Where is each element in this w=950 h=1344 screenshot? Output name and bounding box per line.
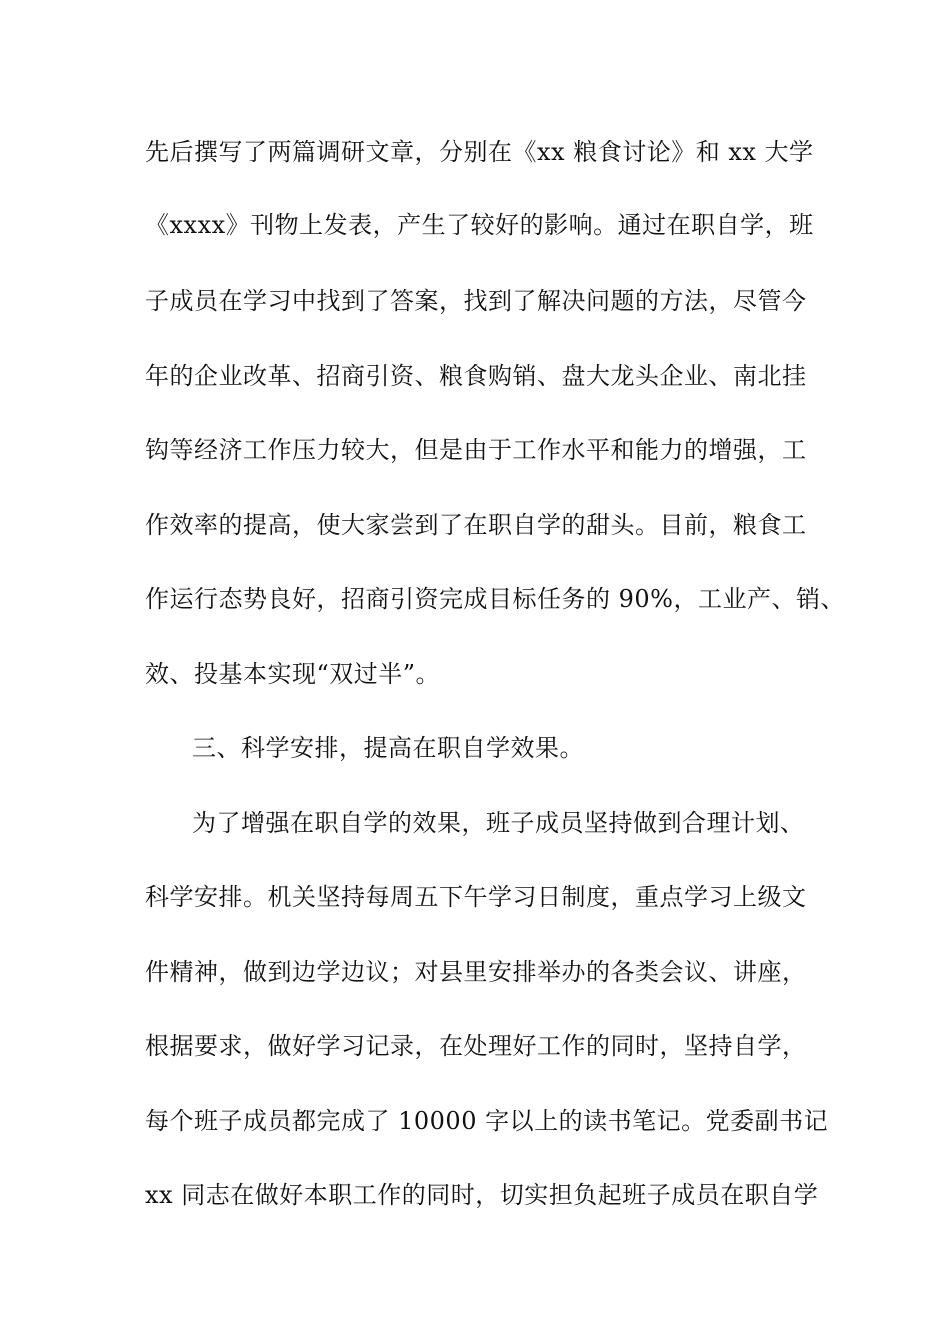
- paragraph-first-line: 为了增强在职自学的效果，班子成员坚持做到合理计划、: [192, 809, 805, 837]
- text-line: 先后撰写了两篇调研文章，分别在《xx 粮食讨论》和 xx 大学: [145, 138, 814, 166]
- text-line: 件精神，做到边学边议；对县里安排举办的各类会议、讲座，: [145, 958, 807, 986]
- text-line: 《xxxx》刊物上发表，产生了较好的影响。通过在职自学，班: [145, 211, 814, 239]
- section-heading: 三、科学安排，提高在职自学效果。: [192, 734, 584, 762]
- text-line: xx 同志在做好本职工作的同时，切实担负起班子成员在职自学: [145, 1181, 819, 1209]
- text-line: 作运行态势良好，招商引资完成目标任务的 90%，工业产、销、: [145, 585, 845, 613]
- text-line: 钩等经济工作压力较大，但是由于工作水平和能力的增强，工: [145, 436, 807, 464]
- text-line: 科学安排。机关坚持每周五下午学习日制度，重点学习上级文: [145, 883, 807, 911]
- text-line: 根据要求，做好学习记录，在处理好工作的同时，坚持自学，: [145, 1032, 807, 1060]
- text-line: 年的企业改革、招商引资、粮食购销、盘大龙头企业、南北挂: [145, 362, 807, 390]
- text-line: 效、投基本实现“双过半”。: [145, 660, 441, 688]
- text-line: 作效率的提高，使大家尝到了在职自学的甜头。目前，粮食工: [145, 511, 807, 539]
- text-line: 子成员在学习中找到了答案，找到了解决问题的方法，尽管今: [145, 287, 807, 315]
- text-line: 每个班子成员都完成了 10000 字以上的读书笔记。党委副书记: [145, 1107, 829, 1135]
